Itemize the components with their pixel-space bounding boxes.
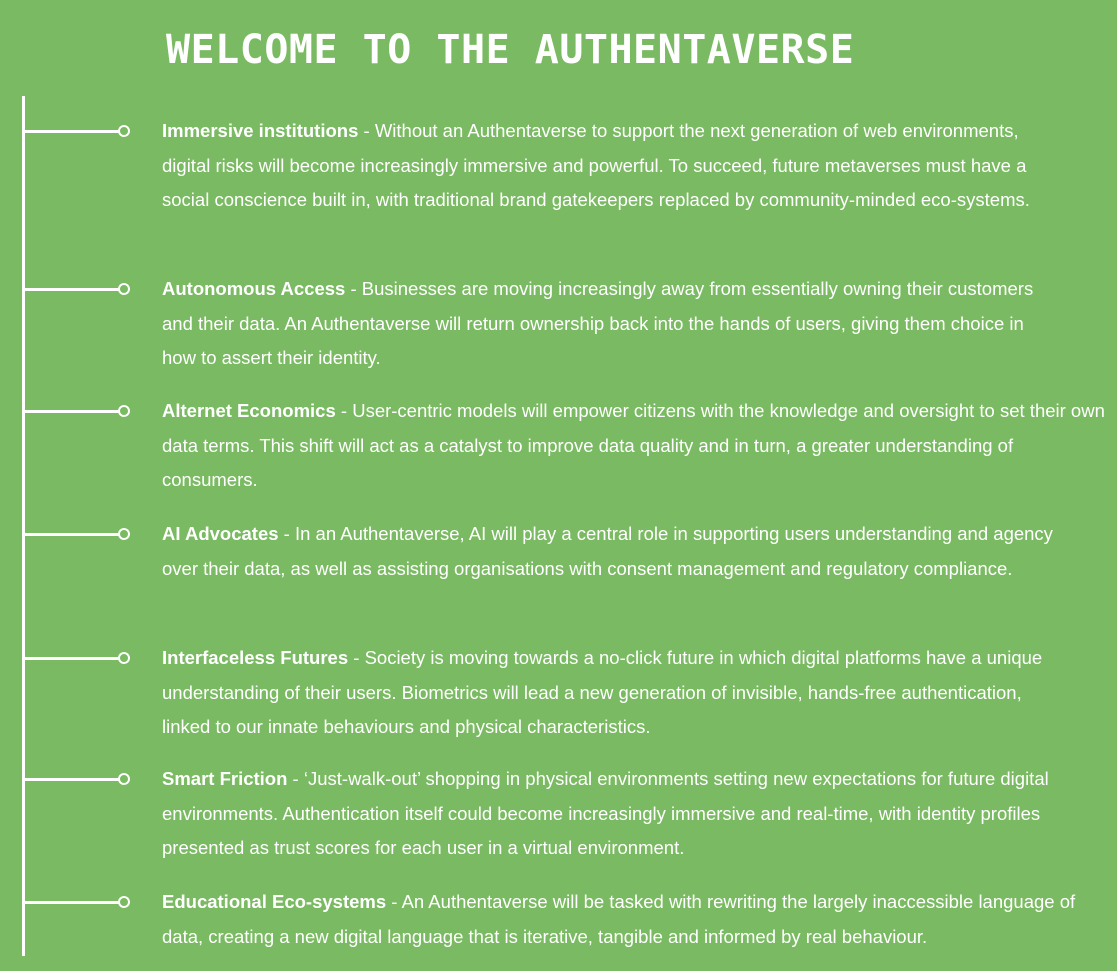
item-separator: - — [335, 400, 353, 421]
item-heading: Immersive institutions — [162, 120, 359, 141]
item-body: Society is moving towards a no-click future in which digital platforms have a unique understanding of their users. Biometrics will lead a new generation of invisible, hands-free authentication, linked to our innate behaviours and physical characteristics. — [162, 647, 1043, 737]
item-body: In an Authentaverse, AI will play a central role in supporting users understanding and agency over their data, as well as assisting organisations with consent management and regulatory compliance. — [162, 523, 1053, 579]
timeline-node-icon — [118, 773, 130, 785]
timeline-connector — [24, 778, 119, 781]
item-body: Businesses are moving increasingly away from essentially owning their customers and their data. An Authentaverse will return ownership back into the hands of users, giving them choice in how to assert their identity. — [162, 278, 1034, 368]
timeline-connector — [24, 410, 119, 413]
item-separator: - — [278, 523, 295, 544]
item-body: An Authentaverse will be tasked with rewriting the largely inaccessible language of data, creating a new digital language that is iterative, tangible and informed by real behaviour. — [162, 891, 1076, 947]
timeline-item-text — [162, 762, 1107, 866]
item-body: ‘Just-walk-out’ shopping in physical environments setting new expectations for future digital environments. Authentication itself could become increasingly immersive and real-time, with identity profiles presented as trust scores for each user in a virtual environment. — [162, 768, 1049, 858]
timeline-connector — [24, 657, 119, 660]
item-body: Without an Authentaverse to support the next generation of web environments, digital risks will become increasingly immersive and powerful. To succeed, future metaverses must have a social conscience built in, with traditional brand gatekeepers replaced by community-minded eco-systems. — [162, 120, 1030, 210]
item-heading: Educational Eco-systems — [162, 891, 387, 912]
item-heading: AI Advocates — [162, 523, 279, 544]
item-separator: - — [287, 768, 304, 789]
page-title: WELCOME TO THE AUTHENTAVERSE — [166, 27, 855, 73]
timeline-connector — [24, 901, 119, 904]
timeline-item-text — [162, 272, 1042, 376]
timeline-node-icon — [118, 528, 130, 540]
item-heading: Interfaceless Futures — [162, 647, 349, 668]
timeline-item-text — [162, 394, 1107, 498]
timeline-item-text — [162, 114, 1032, 218]
timeline-item-text — [162, 517, 1087, 586]
timeline-connector — [24, 533, 119, 536]
timeline-item-text — [162, 641, 1072, 745]
item-heading: Smart Friction — [162, 768, 288, 789]
item-heading: Autonomous Access — [162, 278, 346, 299]
item-separator: - — [386, 891, 402, 912]
timeline-connector — [24, 130, 119, 133]
timeline-node-icon — [118, 652, 130, 664]
item-body: User-centric models will empower citizens with the knowledge and oversight to set their own data terms. This shift will act as a catalyst to improve data quality and in turn, a greater understanding of consumers. — [162, 400, 1105, 490]
timeline-line — [22, 96, 25, 956]
timeline-connector — [24, 288, 119, 291]
item-separator: - — [345, 278, 362, 299]
timeline-node-icon — [118, 896, 130, 908]
item-heading: Alternet Economics — [162, 400, 336, 421]
item-separator: - — [348, 647, 365, 668]
timeline-item-text — [162, 885, 1107, 954]
timeline-node-icon — [118, 283, 130, 295]
item-separator: - — [358, 120, 375, 141]
timeline-node-icon — [118, 405, 130, 417]
timeline-node-icon — [118, 125, 130, 137]
